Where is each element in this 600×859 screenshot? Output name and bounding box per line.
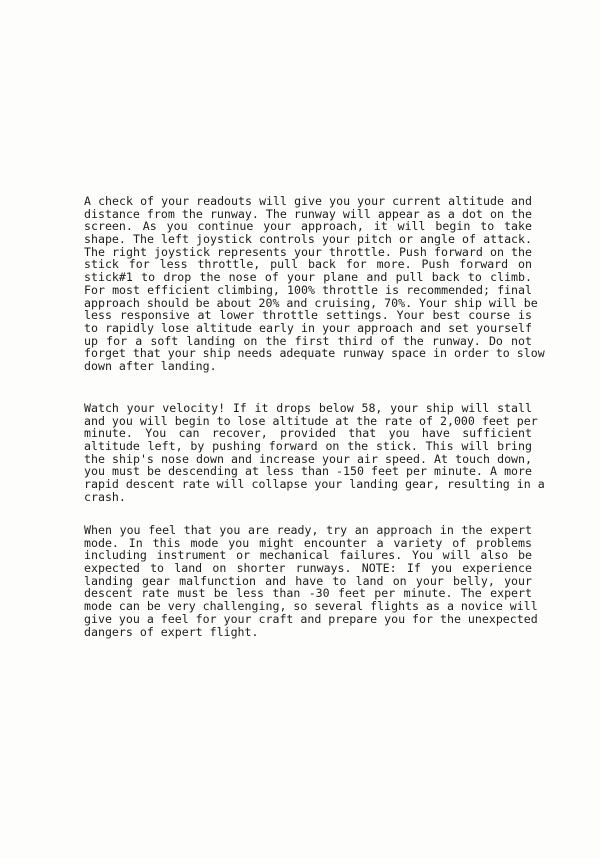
text-line: forget that your ship needs adequate runway space in order to slow	[84, 346, 545, 361]
text-line: less responsive at lower throttle settings. Your best course is	[84, 308, 532, 323]
text-line: When you feel that you are ready, try an approach in the expert	[84, 523, 532, 537]
text-line: screen. As you continue your approach, it will begin to take	[84, 219, 532, 234]
text-line: minute. You can recover, provided that you have sufficient	[84, 426, 532, 441]
paragraph-expert-mode	[84, 523, 538, 639]
paragraph-velocity-warning	[84, 401, 545, 504]
text-line: expected to land on shorter runways. NOTE: If you experience	[84, 561, 532, 576]
text-line: rapid descent rate will collapse your landing gear, resulting in a	[84, 477, 545, 492]
text-line: A check of your readouts will give you your current altitude and	[84, 194, 532, 208]
text-line: to rapidly lose altitude early in your approach and set yourself	[84, 320, 532, 335]
text-line: stick for less throttle, pull back for more. Push forward on	[84, 257, 532, 272]
paragraph-readouts-and-controls	[84, 194, 545, 373]
text-line: up for a soft landing on the first third of the runway. Do not	[84, 333, 532, 348]
text-line: shape. The left joystick controls your pitch or angle of attack.	[84, 232, 532, 247]
text-line: stick#1 to drop the nose of your plane and pull back to climb.	[84, 270, 532, 285]
text-line: descent rate must be less than -30 feet per minute. The expert	[84, 586, 532, 601]
text-line: altitude left, by pushing forward on the stick. This will bring	[84, 439, 532, 454]
text-line: down after landing.	[84, 358, 217, 373]
text-line: dangers of expert flight.	[84, 624, 259, 639]
text-line: For most efficient climbing, 100% throttle is recommended; final	[84, 282, 532, 297]
text-line: mode. In this mode you might encounter a variety of problems	[84, 535, 532, 550]
text-line: including instrument or mechanical failures. You will also be	[84, 548, 532, 563]
text-line: the ship's nose down and increase your air speed. At touch down,	[84, 451, 532, 466]
text-line: landing gear malfunction and have to land on your belly, your	[84, 573, 532, 588]
text-line: mode can be very challenging, so several flights as a novice will	[84, 599, 538, 614]
text-line: you must be descending at less than -150 feet per minute. A more	[84, 464, 532, 479]
text-line: and you will begin to lose altitude at the rate of 2,000 feet per	[84, 413, 538, 428]
text-line: Watch your velocity! If it drops below 58, your ship will stall	[84, 401, 532, 415]
text-line: distance from the runway. The runway will appear as a dot on the	[84, 206, 532, 221]
text-line: crash.	[84, 489, 126, 504]
text-line: give you a feel for your craft and prepare you for the unexpected	[84, 611, 538, 626]
text-line: approach should be about 20% and cruising, 70%. Your ship will be	[84, 295, 538, 310]
text-line: The right joystick represents your throttle. Push forward on the	[84, 244, 532, 259]
